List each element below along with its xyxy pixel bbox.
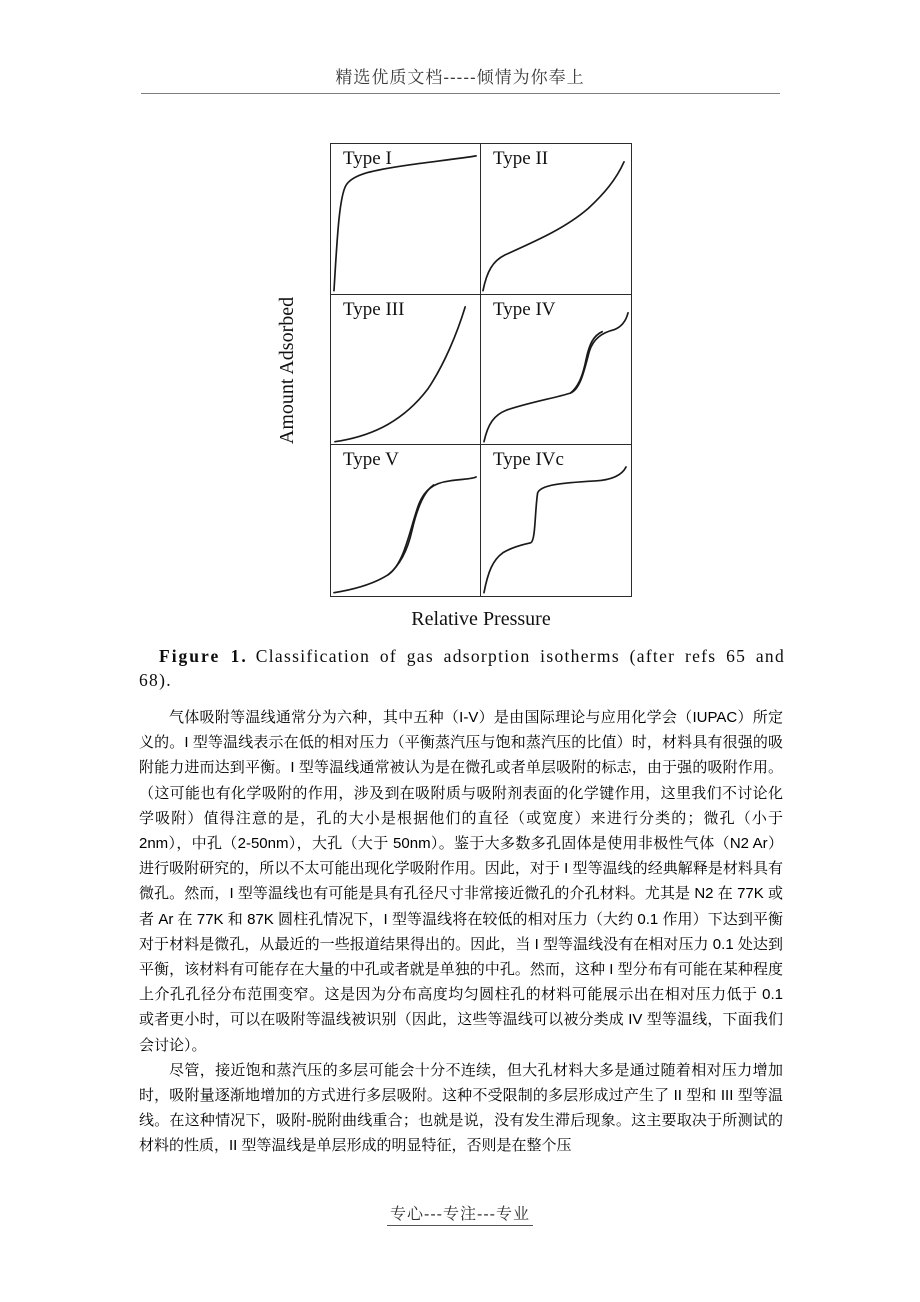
y-axis-label: Amount Adsorbed [276,296,299,444]
page-footer [0,1201,920,1224]
isotherm-panel-type-iii [331,295,481,446]
figure-caption [139,645,787,692]
panel-label-type-iii: Type III [343,298,405,320]
panel-label-type-iv: Type IV [493,298,556,320]
x-axis-label: Relative Pressure [411,608,551,630]
panel-label-type-v: Type V [343,449,399,471]
isotherm-panel-type-ivc [481,445,631,596]
isotherm-panel-type-iv [481,295,631,446]
figure-caption-label: Figure 1. [159,646,248,666]
paragraph-2: 尽管，接近饱和蒸汽压的多层可能会十分不连续，但大孔材料大多是通过随着相对压力增加时，吸附量逐渐地增加的方式进行多层吸附。这种不受限制的多层形成过产生了 II 型和 III 型等温线。在这种情况下，吸附-脱附曲线重合；也就是说，没有发生滞后现象。这主要取决于所测试的材料的性质，II 型等温线是单层形成的明显特征，否则是在整个压 [139,1061,783,1155]
header-text: 精选优质文档-----倾情为你奉上 [335,68,585,87]
body-text [139,705,783,1159]
panel-label-type-ivc: Type IVc [493,449,564,471]
isotherm-panel-type-v [331,445,481,596]
header-divider [141,93,780,94]
isotherm-panel-type-i [331,144,481,295]
isotherm-panel-type-ii [481,144,631,295]
isotherm-figure-grid [330,143,632,597]
panel-label-type-ii: Type II [493,148,549,169]
footer-text: 专心---专注---专业 [387,1206,533,1226]
y-axis-label-container [268,143,308,597]
paragraph-1: 气体吸附等温线通常分为六种，其中五种（I-V）是由国际理论与应用化学会（IUPAC）所定义的。I 型等温线表示在低的相对压力（平衡蒸汽压与饱和蒸汽压的比值）时，材料具有很强的吸附能力进而达到平衡。I 型等温线通常被认为是在微孔或者单层吸附的标志，由于强的吸附作用。（这可能也有化学吸附的作用，涉及到在吸附质与吸附剂表面的化学键作用，这里我们不讨论化学吸附）值得注意的是，孔的大小是根据他们的直径（或宽度）来进行分类的；微孔（小于 2nm），中孔（2-50nm），大孔（大于 50nm）。鉴于大多数多孔固体是使用非极性气体（N2 Ar）进行吸附研究的，所以不太可能出现化学吸附作用。因此，对于 I 型等温线的经典解释是材料具有微孔。然而，I 型等温线也有可能是具有孔径尺寸非常接近微孔的介孔材料。尤其是 N2 在 77K 或者 Ar 在 77K 和 87K 圆柱孔情况下，I 型等温线将在较低的相对压力（大约 0.1 作用）下达到平衡对于材料是微孔，从最近的一些报道结果得出的。因此，当 I 型等温线没有在相对压力 0.1 处达到平衡，该材料有可能存在大量的中孔或者就是单独的中孔。然而，这种 I 型分布有可能在某种程度上介孔孔径分布范围变窄。这是因为分布高度均匀圆柱孔的材料可能展示出在相对压力低于 0.1 或者更小时，可以在吸附等温线被识别（因此，这些等温线可以被分类成 IV 型等温线，下面我们会讨论）。 [139,709,783,1054]
figure-caption-text: Classification of gas adsorption isotherms (after refs 65 and 68). [139,646,786,690]
panel-label-type-i: Type I [343,148,392,169]
